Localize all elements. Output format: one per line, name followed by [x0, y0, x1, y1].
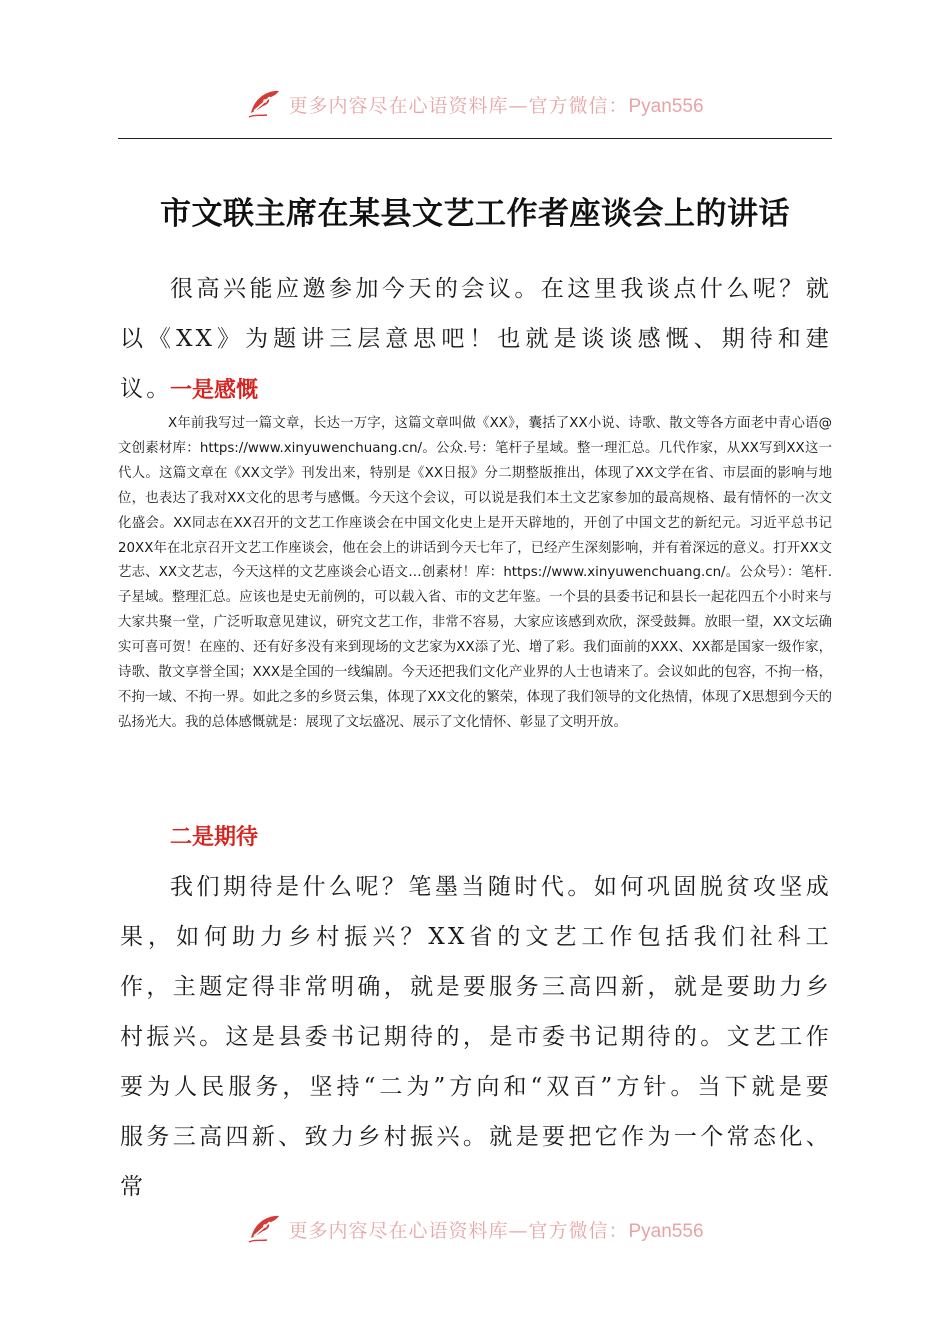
- banner-text-cn: 更多内容尽在心语资料库—官方微信：: [288, 1219, 629, 1242]
- section-heading-expectation: 二是期待: [170, 824, 259, 849]
- intro-paragraph: 很高兴能应邀参加今天的会议。在这里我谈点什么呢？就以《XX》为题讲三层意思吧！也就是谈谈感慨、期待和建议。: [120, 276, 832, 402]
- header-banner: [0, 84, 950, 124]
- banner-text-cn: 更多内容尽在心语资料库—官方微信：: [288, 94, 629, 117]
- reflection-paragraph: X年前我写过一篇文章，长达一万字，这篇文章叫做《XX》，囊括了XX小说、诗歌、散文等各方面老中青心语@文创素材库：https://www.xinyuwenchuang.cn/。公众.号：笔杆子星域。整一理汇总。几代作家，从XX写到XX这一代人。这篇文章在《XX文学》刊发出来，特别是《XX日报》分二期整版推出，体现了XX文学在省、市层面的影响与地位，也表达了我对XX文化的思考与感慨。今天这个会议，可以说是我们本土文艺家参加的最高规格、最有情怀的一次文化盛会。XX同志在XX召开的文艺工作座谈会在中国文化史上是开天辟地的，开创了中国文艺的新纪元。习近平总书记20XX年在北京召开文艺工作座谈会，他在会上的讲话到今天七年了，已经产生深刻影响，并有着深远的意义。打开XX文艺志、XX文艺志，今天这样的文艺座谈会心语文…创素材！库：https://www.xinyuwenchuang.cn/。公众号）：笔杆.子星域。整理汇总。应该也是史无前例的，可以载入省、市的文艺年鉴。一个县的县委书记和县长一起花四五个小时来与大家共聚一堂，广泛听取意见建议，研究文艺工作，非常不容易，大家应该感到欢欣，深受鼓舞。放眼一望，XX文坛确实可喜可贺！在座的、还有好多没有来到现场的文艺家为XX添了光、增了彩。我们面前的XXX、XX都是国家一级作家，诗歌、散文享誉全国；XXX是全国的一线编剧。今天还把我们文化产业界的人士也请来了。会议如此的包容，不拘一格，不拘一域、不拘一界。如此之多的乡贤云集，体现了XX文化的繁荣，体现了我们领导的文化热情，体现了X思想到今天的弘扬光大。我的总体感慨就是：展现了文坛盛况、展示了文化情怀、彰显了文明开放。: [118, 416, 832, 730]
- header-divider: [118, 138, 832, 139]
- expectation-paragraph: 我们期待是什么呢？笔墨当随时代。如何巩固脱贫攻坚成果，如何助力乡村振兴？XX省的文艺工作包括我们社科工作，主题定得非常明确，就是要服务三高四新，就是要助力乡村振兴。这是县委书记期待的，是市委书记期待的。文艺工作要为人民服务，坚持“二为”方向和“双百”方针。当下就是要服务三高四新、致力乡村振兴。就是要把它作为一个常态化、常: [120, 874, 832, 1200]
- banner-wechat-id: Pyan556: [628, 1220, 704, 1242]
- section-heading-reflection: 一是感慨: [170, 377, 259, 402]
- pen-nib-logo-icon: [246, 1211, 282, 1247]
- page-title: 市文联主席在某县文艺工作者座谈会上的讲话: [160, 196, 790, 232]
- pen-nib-logo-icon: [246, 86, 282, 122]
- banner-caption: [288, 91, 703, 118]
- footer-banner: [0, 1209, 950, 1249]
- banner-caption: [288, 1216, 703, 1243]
- banner-wechat-id: Pyan556: [628, 95, 704, 117]
